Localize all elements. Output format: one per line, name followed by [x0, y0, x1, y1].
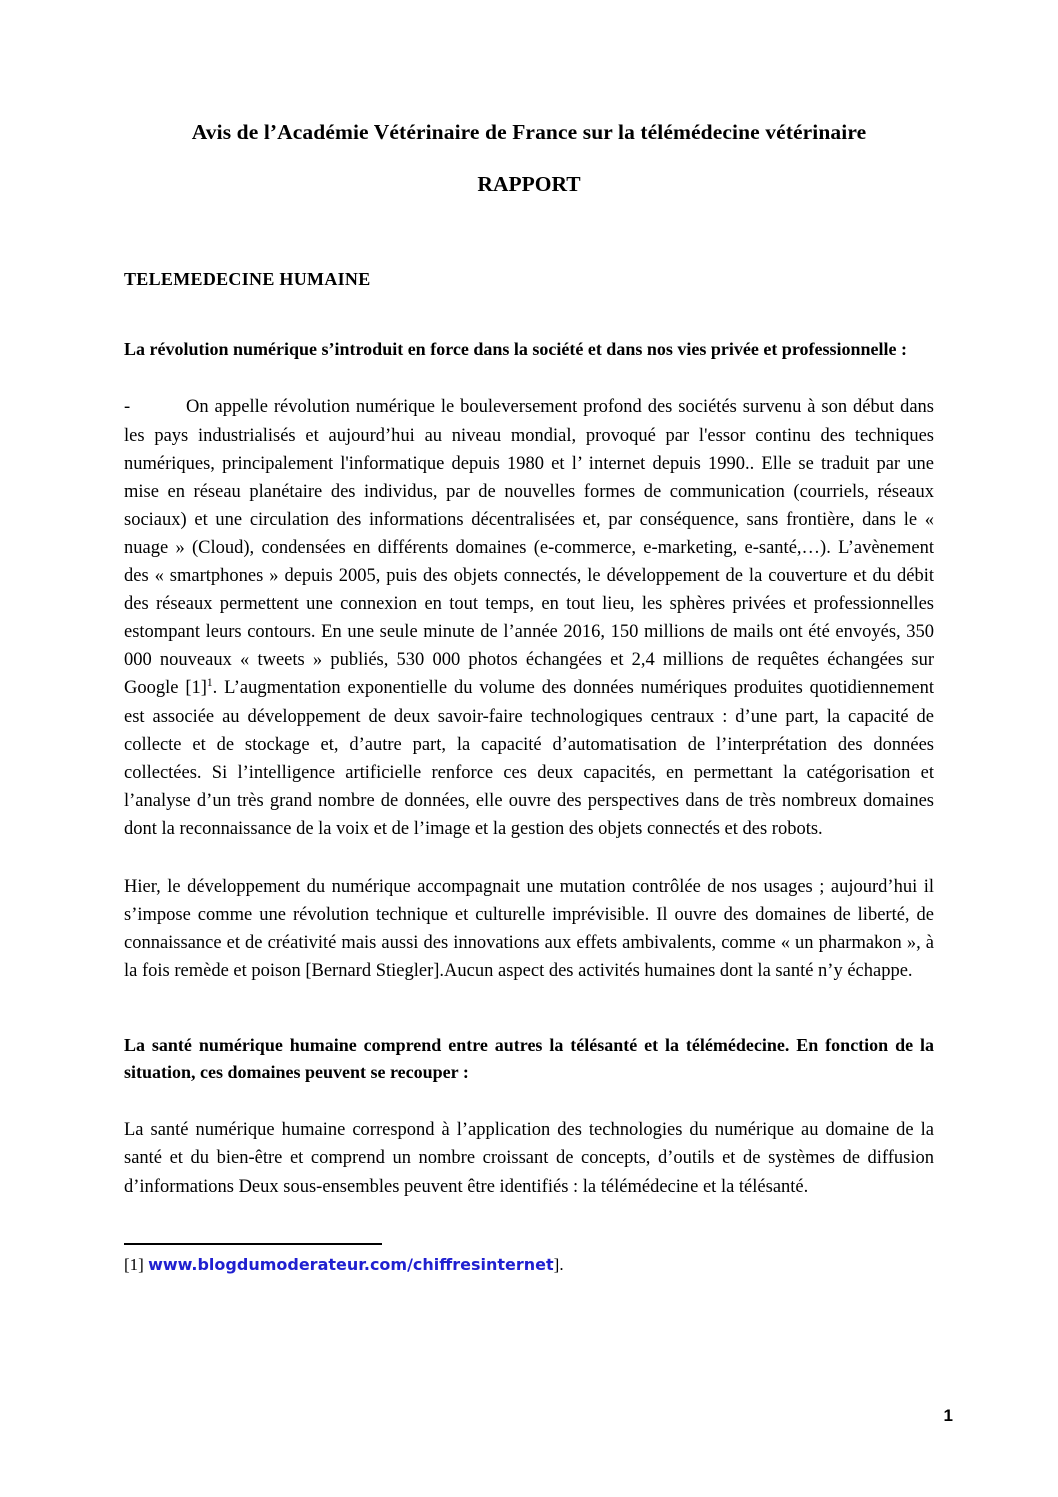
section-heading-telemedecine-humaine: TELEMEDECINE HUMAINE	[124, 269, 371, 290]
bulleted-paragraph	[124, 363, 934, 843]
footnote-url-link[interactable]: www.blogdumoderateur.com/chiffresinternet	[148, 1255, 554, 1274]
bullet-dash-marker: -	[124, 397, 131, 418]
bulleted-paragraph-text: On appelle révolution numérique le bouleversement profond des sociétés survenu à son début dans les pays industrialisés et aujourd’hui au niveau mondial, provoqué par l'essor continu des techniques numériques, principalement l'informatique depuis 1980 et l’ internet depuis 1990.. Elle se traduit par une mise en réseau planétaire des individus, par de nouvelles formes de communication (courriels, réseaux sociaux) et une circulation des informations décentralisées et, par conséquence, sans frontière, dans le « nuage » (Cloud), condensées en différents domaines (e-commerce, e-marketing, e-santé,…). L’avènement des « smartphones » depuis 2005, puis des objets connectés, le développement de la couverture et du débit des réseaux permettent une connexion en tout temps, en tout lieu, les sphères privées et professionnelles estompant leurs contours. En une seule minute de l’année 2016, 150 millions de mails ont été envoyés, 350 000 nouveaux « tweets » publiés, 530 000 photos échangées et 2,4 millions de requêtes échangées sur Google [1]	[124, 397, 934, 699]
footnote-trailing-text: ].	[553, 1255, 564, 1274]
document-content	[124, 0, 934, 1201]
document-subtitle: RAPPORT	[477, 172, 581, 197]
body-paragraph-hier: Hier, le développement du numérique accompagnait une mutation contrôlée de nos usages ; aujourd’hui il s’impose comme une révolution technique et culturelle imprévisible. Il ouvre des domaines de liberté, de connaissance et de créativité mais aussi des innovations aux effets ambivalents, comme « un pharmakon », à la fois remède et poison [Bernard Stiegler].Aucun aspect des activités humaines dont la santé n’y échappe.	[124, 877, 934, 982]
footnote-separator-rule	[124, 1243, 382, 1245]
footnote-area	[124, 1243, 934, 1276]
subheading-bold-sante-numerique: La santé numérique humaine comprend entre autres la télésanté et la télémédecine. En fonction de la situation, ces domaines peuvent se recouper :	[124, 1034, 934, 1082]
lead-bold-paragraph: La révolution numérique s’introduit en force dans la société et dans nos vies privée et professionnelle :	[124, 339, 907, 360]
footnote-reference-marker[interactable]: 1	[206, 677, 213, 690]
body-paragraph-sante-numerique: La santé numérique humaine correspond à l’application des technologies du numérique au domaine de la santé et du bien-être et comprend un nombre croissant de concepts, d’outils et de systèmes de diffusion d’informations Deux sous-ensembles peuvent être identifiés : la télémédecine et la télésanté.	[124, 1120, 934, 1197]
bulleted-paragraph-text-continued: . L’augmentation exponentielle du volume des données numériques produites quotidiennement est associée au développement de deux savoir-faire technologiques centraux : d’une part, la capacité de collecte et de stockage et, d’autre part, la capacité d’automatisation de l’interprétation des données collectées. Si l’intelligence artificielle renforce ces deux capacités, en permettant la catégorisation et l’analyse d’un très grand nombre de données, elle ouvre des perspectives dans de très nombreux domaines dont la reconnaissance de la voix et de l’image et la gestion des objets connectés et des robots.	[124, 678, 934, 840]
footnote-marker: [1]	[124, 1255, 144, 1274]
page-number: 1	[943, 1406, 953, 1425]
page-title: Avis de l’Académie Vétérinaire de France sur la télémédecine vétérinaire	[191, 120, 867, 144]
footnote-1	[124, 1254, 934, 1276]
